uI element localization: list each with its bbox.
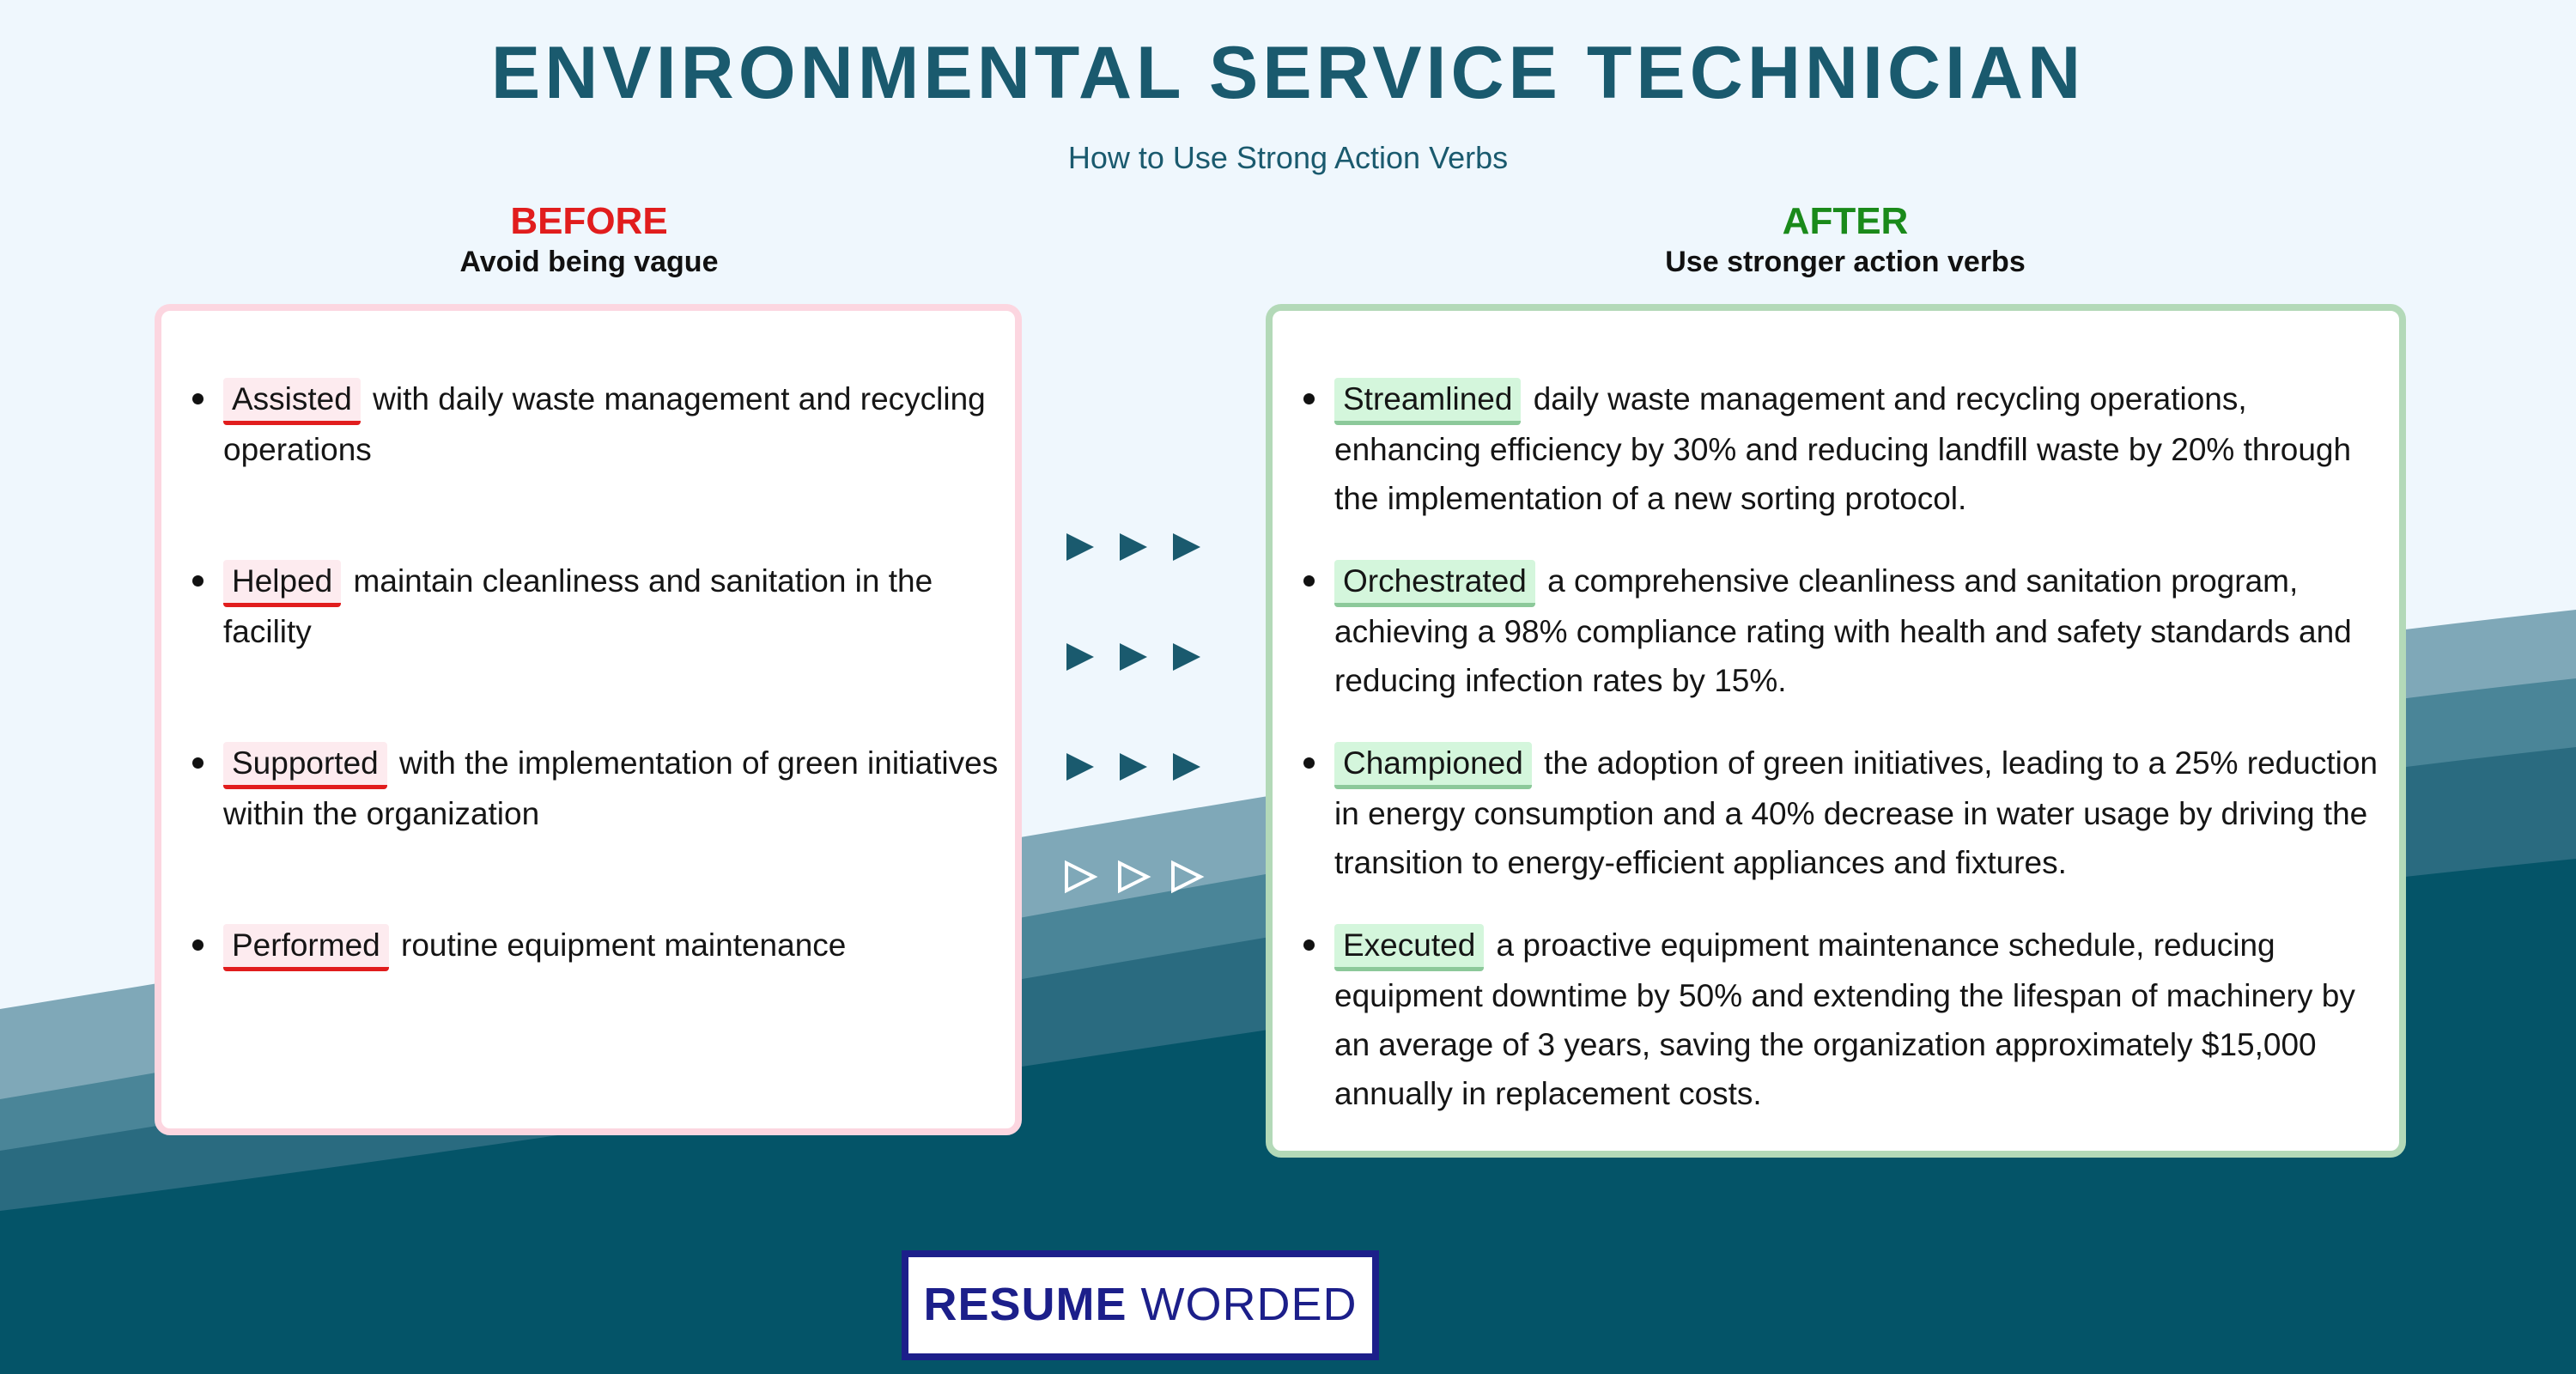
strong-verb: Executed [1334,924,1484,971]
bullet-icon [1303,575,1315,587]
weak-verb: Assisted [223,378,361,425]
logo-bold: RESUME [923,1279,1127,1330]
after-sublabel: Use stronger action verbs [1665,246,2026,278]
bullet-icon [192,939,204,951]
list-item [1273,921,2399,1118]
triple-arrow-right-icon [1065,860,1211,894]
weak-verb: Performed [223,924,389,971]
item-text: daily waste management and recycling operations, enhancing efficiency by 30% and reducing landfill waste by 20% through the implementation of a new sorting protocol. [1334,381,2352,516]
page-title: ENVIRONMENTAL SERVICE TECHNICIAN [490,32,2086,114]
bullet-icon [1303,393,1315,404]
bullet-icon [1303,939,1315,951]
list-item [1273,374,2399,523]
item-text: with the implementation of green initiatives within the organization [223,745,999,831]
bullet-icon [1303,757,1315,769]
strong-verb: Championed [1334,742,1532,789]
item-text: routine equipment maintenance [392,927,847,963]
before-label: BEFORE [510,200,668,242]
after-header [1267,200,2423,281]
strong-verb: Orchestrated [1334,560,1535,607]
triple-arrow-right-icon [1065,640,1211,674]
weak-verb: Supported [223,742,387,789]
after-card [1266,304,2406,1158]
triple-arrow-right-icon [1065,530,1211,564]
after-label: AFTER [1782,200,1909,242]
item-text: a proactive equipment maintenance schedule, reducing equipment downtime by 50% and extending the lifespan of machinery by an average of 3 years, saving the organization approximately $15,000 annually in replacement costs. [1334,927,2355,1111]
list-item [1273,739,2399,887]
bullet-icon [192,757,204,769]
before-sublabel: Avoid being vague [459,246,719,278]
before-card [155,304,1022,1135]
list-item [161,921,1015,971]
item-text: a comprehensive cleanliness and sanitation program, achieving a 98% compliance rating with health and safety standards and reducing infection rates by 15%. [1334,563,2352,698]
list-item [161,556,1015,656]
bullet-icon [192,575,204,587]
before-header [160,200,1018,281]
page-subtitle: How to Use Strong Action Verbs [1067,140,1509,175]
resume-worded-logo [902,1250,1379,1360]
triple-arrow-right-icon [1065,750,1211,784]
list-item [1273,556,2399,705]
list-item [161,374,1015,474]
item-text: maintain cleanliness and sanitation in the facility [223,563,933,649]
bullet-icon [192,393,204,404]
list-item [161,739,1015,838]
weak-verb: Helped [223,560,341,607]
logo-regular: WORDED [1127,1279,1358,1330]
strong-verb: Streamlined [1334,378,1521,425]
item-text: the adoption of green initiatives, leading to a 25% reduction in energy consumption and a 40% decrease in water usage by driving the transition to energy-efficient appliances and fixtures. [1334,745,2378,880]
item-text: with daily waste management and recycling operations [223,381,986,467]
